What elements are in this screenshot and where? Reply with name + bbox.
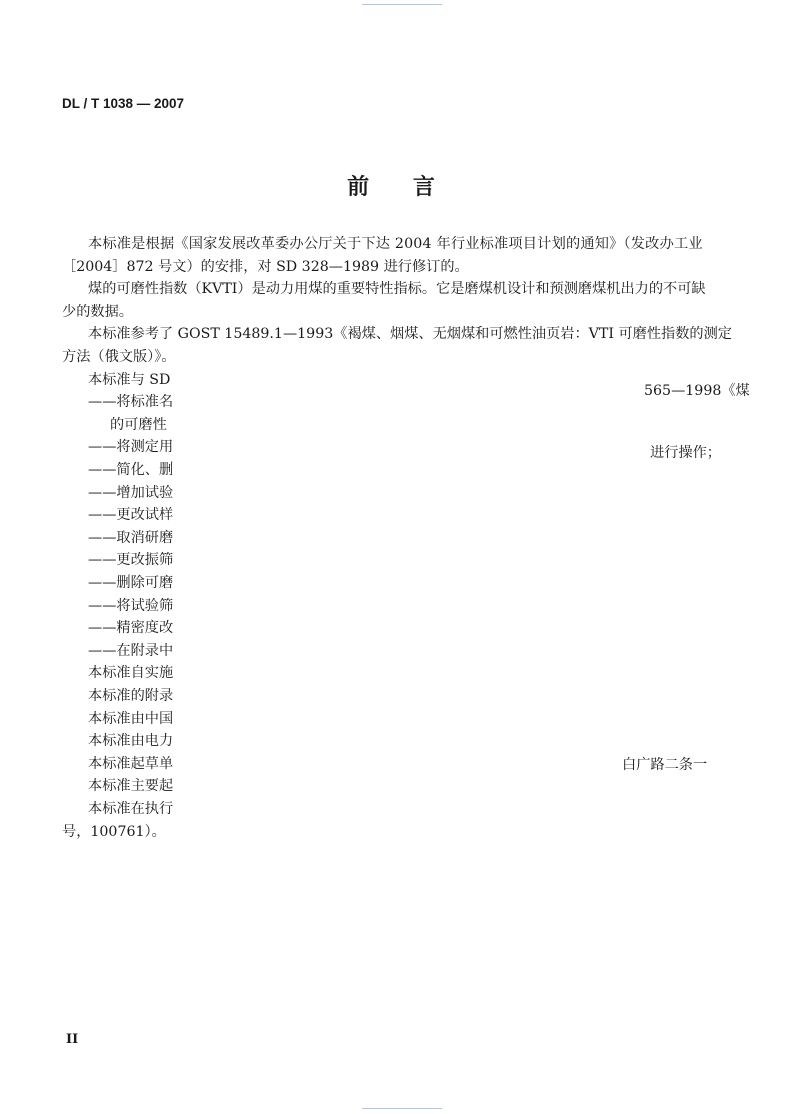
paragraph-line: 本标准与 SD [88, 371, 171, 388]
text-fragment: 白广路二条一 [622, 757, 708, 773]
scan-mark-top [362, 4, 442, 5]
paragraph-line: 本标准在执行 [88, 801, 174, 817]
list-item: ——取消研磨 [88, 529, 174, 546]
paragraph-line: 本标准自实施 [88, 665, 174, 682]
paragraph-line: 本标准的附录 [88, 688, 174, 704]
paragraph-line: 本标准由电力 [88, 733, 174, 750]
list-item: ——将标准名 [88, 394, 174, 411]
paragraph-line: 的可磨性 [110, 416, 167, 433]
list-item: ——精密度改 [88, 620, 174, 637]
list-item: ——将测定用 [88, 439, 174, 456]
list-item: ——更改试样 [88, 507, 174, 524]
text-fragment: 进行操作； [650, 445, 721, 461]
paragraph-line: 本标准主要起 [88, 778, 174, 795]
paragraph-line: 少的数据。 [62, 303, 133, 320]
list-item: ——增加试验 [88, 484, 174, 501]
paragraph-line: 本标准由中国 [88, 710, 174, 727]
text-fragment: 565—1998《煤 [644, 383, 750, 399]
paragraph-line: 本标准参考了 GOST 15489.1—1993《褐煤、烟煤、无烟煤和可燃性油页岩：VTI 可磨性指数的测定 [88, 326, 732, 343]
paragraph-line: 本标准是根据《国家发展改革委办公厅关于下达 2004 年行业标准项目计划的通知》（发改办工业 [88, 236, 703, 252]
paragraph-line: ［2004］872 号文）的安排，对 SD 328—1989 进行修订的。 [62, 258, 469, 275]
list-item: ——删除可磨 [88, 575, 174, 591]
standard-number-header: DL / T 1038 — 2007 [62, 96, 185, 111]
page-number: II [66, 1032, 79, 1047]
list-item: ——更改振筛 [88, 552, 174, 569]
list-item: ——将试验筛 [88, 597, 174, 614]
paragraph-line: 煤的可磨性指数（KVTI）是动力用煤的重要特性指标。它是磨煤机设计和预测磨煤机出力的不可缺 [88, 281, 706, 298]
list-item: ——在附录中 [88, 642, 174, 659]
scan-mark-bottom [362, 1108, 442, 1109]
list-item: ——简化、删 [88, 462, 174, 478]
paragraph-line: 本标准起草单 [88, 755, 174, 772]
paragraph-line: 方法（俄文版）》。 [62, 349, 176, 365]
page-title: 前 言 [347, 175, 453, 200]
paragraph-line: 号，100761）。 [62, 823, 166, 840]
